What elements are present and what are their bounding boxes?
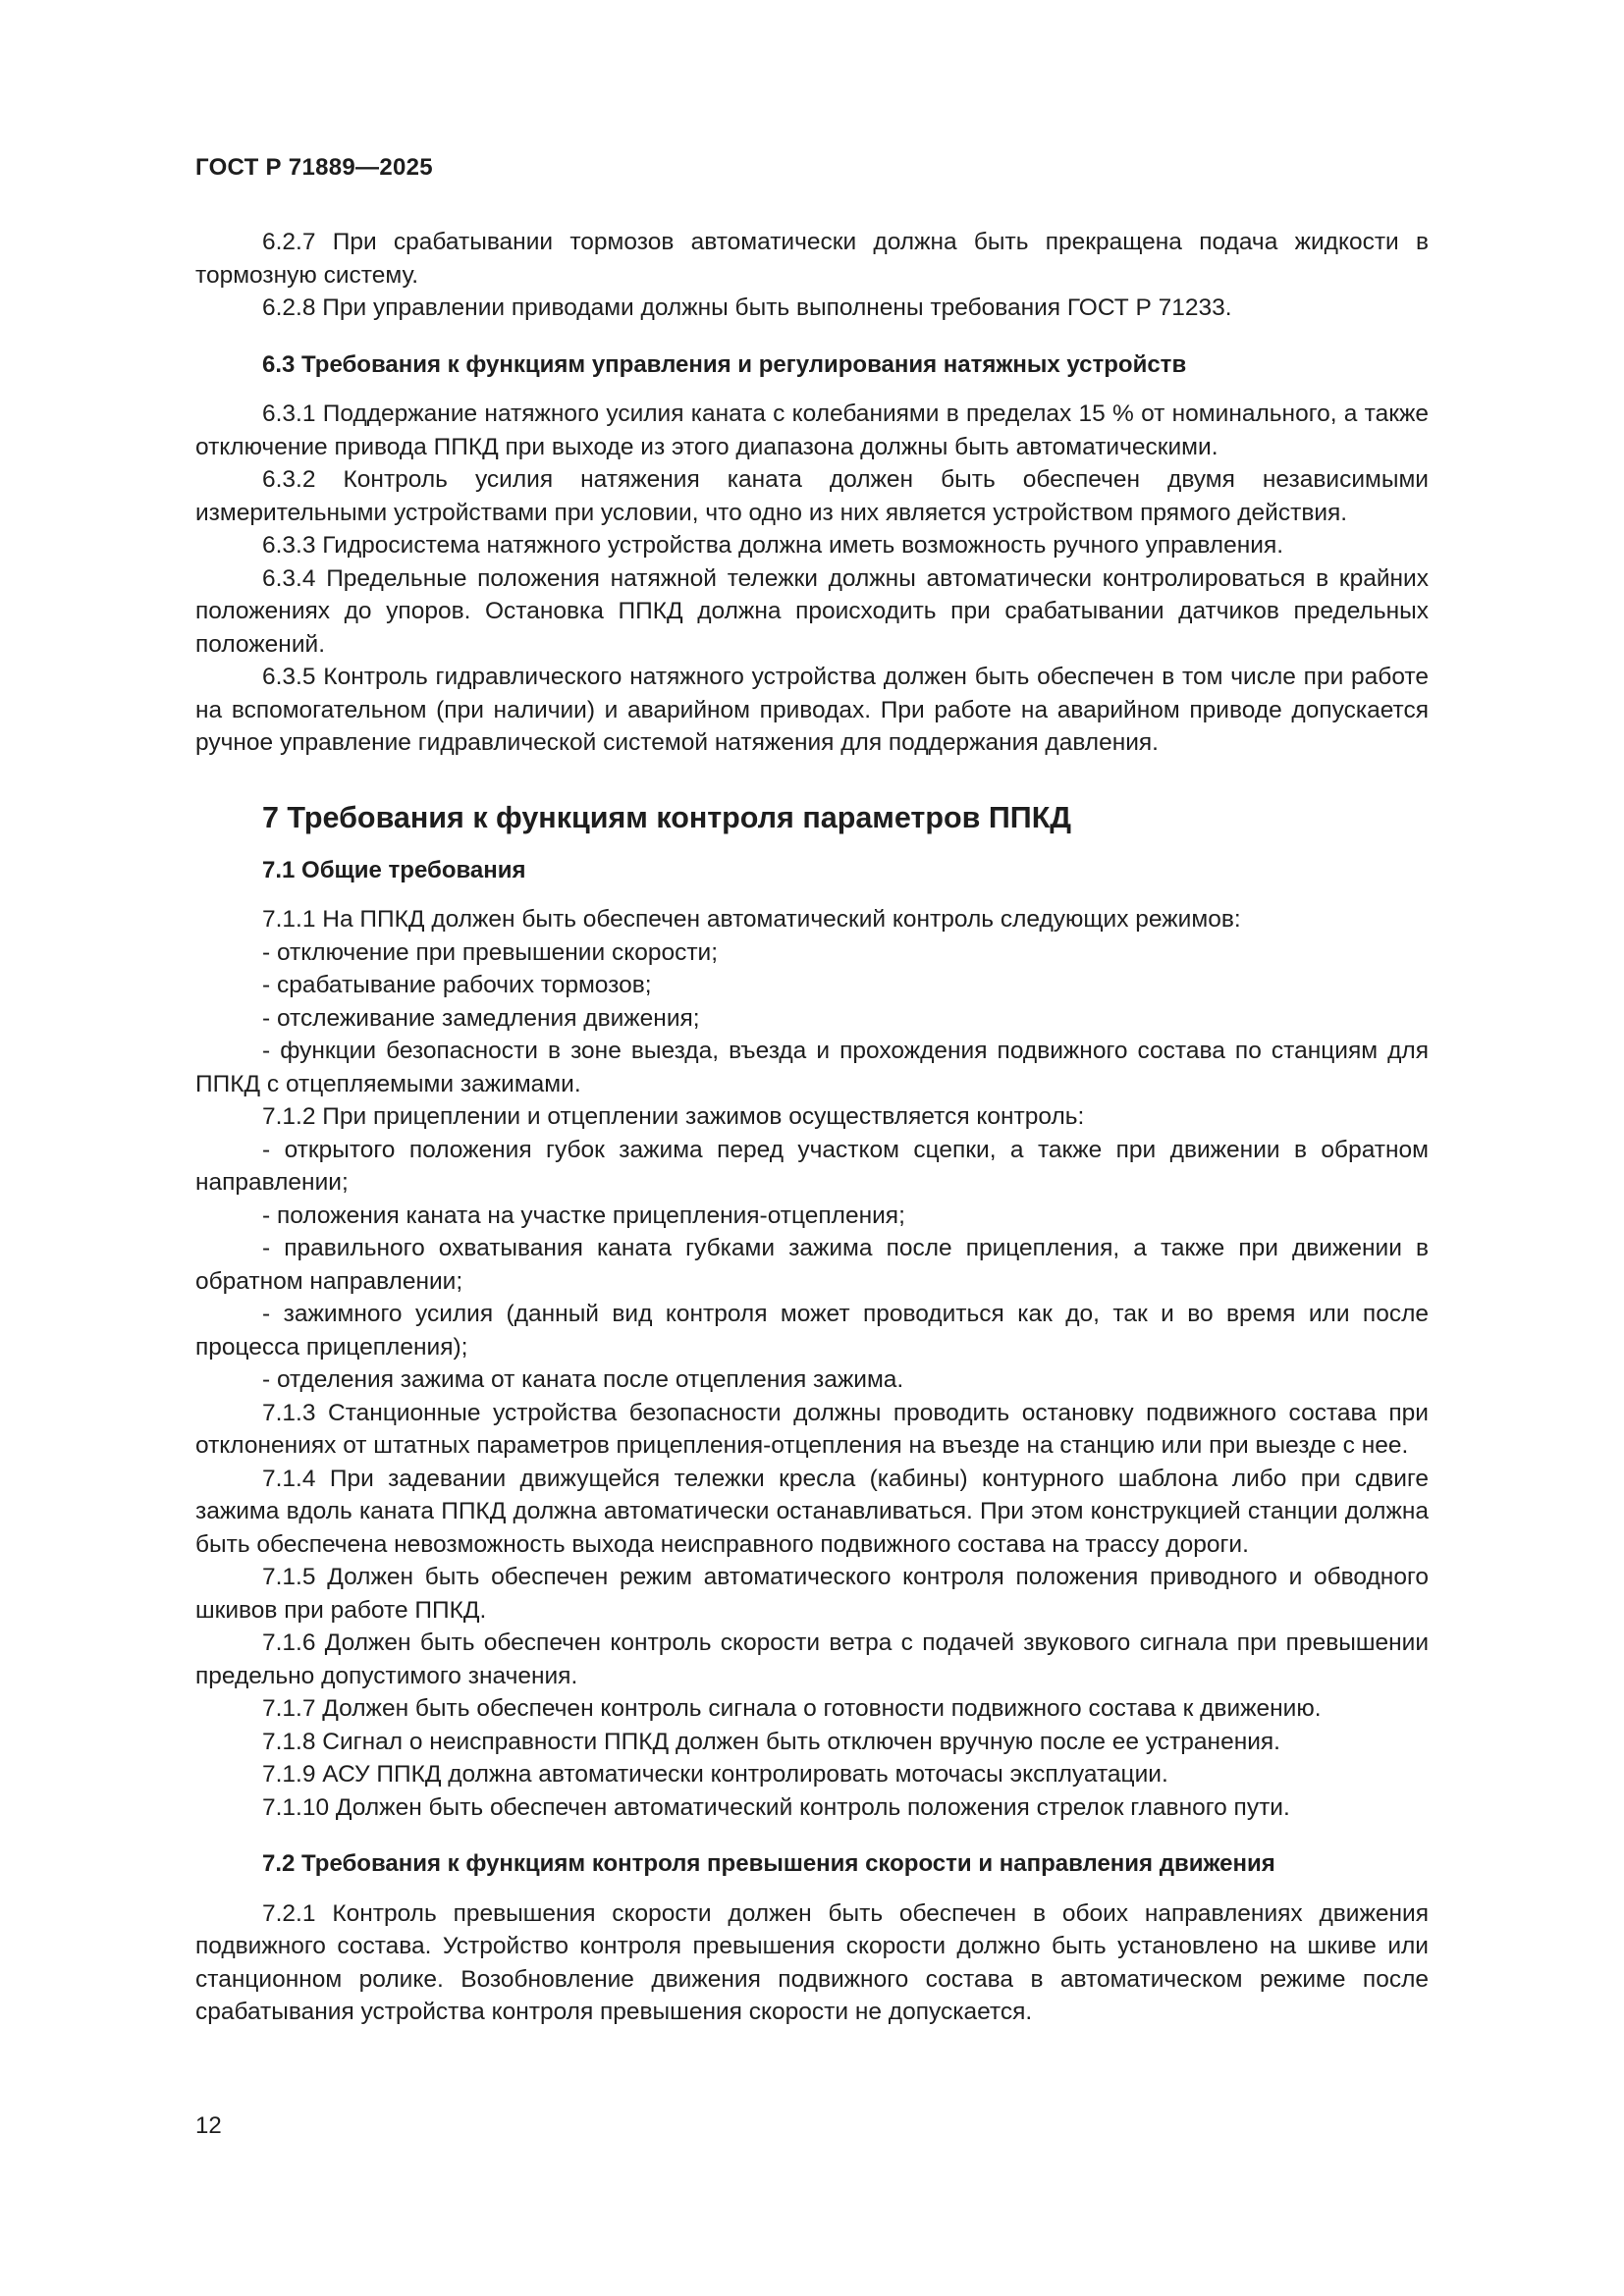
paragraph-6-3-5: 6.3.5 Контроль гидравлического натяжного устройства должен быть обеспечен в том числе при работе на вспомогательном (при наличии) и аварийном приводах. При работе на аварийном приводе допускается ручное управление гидравлической системой натяжения для поддержания давления.	[195, 664, 1429, 756]
list-item: - зажимного усилия (данный вид контроля может проводиться как до, так и во время или после процесса прицепления);	[195, 1301, 1429, 1361]
list-item: - отключение при превышении скорости;	[262, 938, 719, 966]
paragraph-7-1-5: 7.1.5 Должен быть обеспечен режим автоматического контроля положения приводного и обводного шкивов при работе ППКД.	[195, 1564, 1429, 1624]
paragraph-7-1-4: 7.1.4 При задевании движущейся тележки кресла (кабины) контурного шаблона либо при сдвиге зажима вдоль каната ППКД должна автоматически останавливаться. При этом конструкцией станции должна быть обеспечена невозможность выхода неисправного подвижного состава на трассу дороги.	[195, 1465, 1429, 1558]
paragraph-7-2-1: 7.2.1 Контроль превышения скорости должен быть обеспечен в обоих направлениях движения подвижного состава. Устройство контроля превышения скорости должно быть установлено на шкиве или станционном ролике. Возобновление движения подвижного состава в автоматическом режиме после срабатывания устройства контроля превышения скорости не допускается.	[195, 1899, 1429, 2025]
list-item: - правильного охватывания каната губками зажима после прицепления, а также при движении в обратном направлении;	[195, 1235, 1429, 1295]
paragraph-7-1-9: 7.1.9 АСУ ППКД должна автоматически контролировать моточасы эксплуатации.	[262, 1761, 1168, 1788]
document-body	[195, 226, 1429, 2029]
document-header: ГОСТ Р 71889—2025	[195, 154, 433, 181]
list-item: - открытого положения губок зажима перед участком сцепки, а также при движении в обратном направлении;	[195, 1136, 1429, 1196]
list-item: - положения каната на участке прицепления-отцепления;	[262, 1201, 905, 1229]
document-page	[195, 0, 1429, 2296]
list-item: - срабатывание рабочих тормозов;	[262, 972, 652, 998]
paragraph-7-1-3: 7.1.3 Станционные устройства безопасности должны проводить остановку подвижного состава при отклонениях от штатных параметров прицепления-отцепления на въезде на станцию или при выезде с нее.	[195, 1399, 1429, 1459]
heading-6-3: 6.3 Требования к функциям управления и регулирования натяжных устройств	[262, 350, 1187, 378]
list-item: - функции безопасности в зоне выезда, въезда и прохождения подвижного состава по станциям для ППКД с отцепляемыми зажимами.	[195, 1038, 1429, 1097]
paragraph-7-1-7: 7.1.7 Должен быть обеспечен контроль сигнала о готовности подвижного состава к движению.	[262, 1695, 1322, 1722]
paragraph-6-3-2: 6.3.2 Контроль усилия натяжения каната должен быть обеспечен двумя независимыми измерительными устройствами при условии, что одно из них является устройством прямого действия.	[195, 466, 1429, 526]
paragraph-6-2-8: 6.2.8 При управлении приводами должны быть выполнены требования ГОСТ Р 71233.	[262, 294, 1232, 321]
heading-section-7: 7 Требования к функциям контроля параметров ППКД	[262, 800, 1072, 834]
paragraph-6-2-7: 6.2.7 При срабатывании тормозов автоматически должна быть прекращена подача жидкости в тормозную систему.	[195, 229, 1429, 289]
paragraph-7-1-8: 7.1.8 Сигнал о неисправности ППКД должен быть отключен вручную после ее устранения.	[262, 1728, 1280, 1755]
paragraph-6-3-4: 6.3.4 Предельные положения натяжной тележки должны автоматически контролироваться в крайних положениях до упоров. Остановка ППКД должна происходить при срабатывании датчиков предельных положений.	[195, 564, 1429, 658]
list-item: - отделения зажима от каната после отцепления зажима.	[262, 1366, 904, 1393]
paragraph-7-1-6: 7.1.6 Должен быть обеспечен контроль скорости ветра с подачей звукового сигнала при превышении предельно допустимого значения.	[195, 1629, 1429, 1689]
paragraph-7-1-10: 7.1.10 Должен быть обеспечен автоматический контроль положения стрелок главного пути.	[262, 1793, 1290, 1821]
heading-7-2: 7.2 Требования к функциям контроля превышения скорости и направления движения	[262, 1850, 1275, 1877]
heading-7-1: 7.1 Общие требования	[262, 856, 526, 883]
list-item: - отслеживание замедления движения;	[262, 1004, 700, 1032]
paragraph-7-1-1: 7.1.1 На ППКД должен быть обеспечен автоматический контроль следующих режимов:	[262, 906, 1241, 933]
paragraph-6-3-1: 6.3.1 Поддержание натяжного усилия каната с колебаниями в пределах 15 % от номинального, а также отключение привода ППКД при выходе из этого диапазона должны быть автоматическими.	[195, 400, 1429, 460]
paragraph-7-1-2: 7.1.2 При прицеплении и отцеплении зажимов осуществляется контроль:	[262, 1103, 1085, 1130]
paragraph-6-3-3: 6.3.3 Гидросистема натяжного устройства должна иметь возможность ручного управления.	[262, 532, 1284, 559]
page-number: 12	[195, 2112, 222, 2139]
